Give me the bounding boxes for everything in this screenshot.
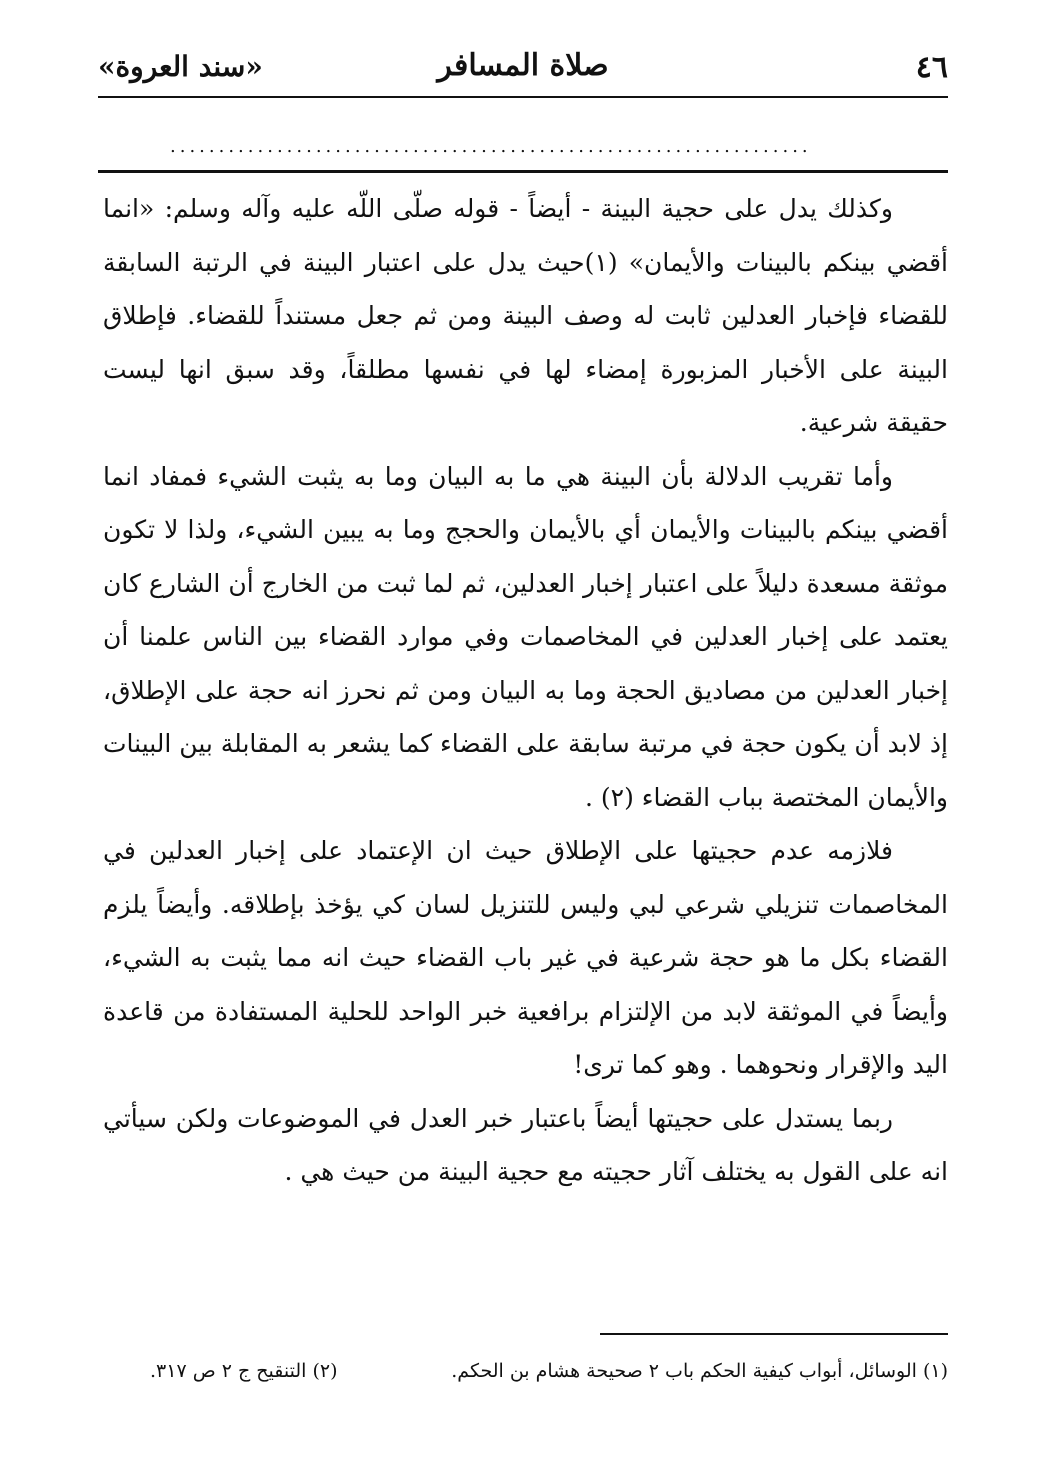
- footnote-1: (١) الوسائل، أبواب كيفية الحكم باب ٢ صحيحة هشام بن الحكم.: [451, 1360, 948, 1382]
- main-text: [103, 182, 948, 1199]
- ellipsis-line: ..................................................................: [170, 136, 812, 157]
- book-title: «سند العروة»: [98, 50, 263, 83]
- paragraph-3: فلازمه عدم حجيتها على الإطلاق حيث ان الإعتماد على إخبار العدلين في المخاصمات تنزيلي شرعي لبي وليس للتنزيل لسان كي يؤخذ بإطلاقه. وأيضاً يلزم القضاء بكل ما هو حجة شرعية في غير باب القضاء حيث انه مما يثبت به الشيء، وأيضاً في الموثقة لابد من الإلتزام برافعية خبر الواحد للحلية المستفادة من قاعدة اليد والإقرار ونحوهما . وهو كما ترى!: [103, 836, 948, 1079]
- page-number: ٤٦: [915, 50, 948, 85]
- section-title: صلاة المسافر: [437, 48, 609, 83]
- paragraph-1: وكذلك يدل على حجية البينة - أيضاً - قوله صلّى اللّه عليه وآله وسلم: «انما أقضي بينكم بالبينات والأيمان» (١)حيث يدل على اعتبار البينة في الرتبة السابقة للقضاء فإخبار العدلين ثابت له وصف البينة ومن ثم جعل مستنداً للقضاء. فإطلاق البينة على الأخبار المزبورة إمضاء لها في نفسها مطلقاً، وقد سبق انها ليست حقيقة شرعية.: [103, 194, 948, 437]
- paragraph-2: وأما تقريب الدلالة بأن البينة هي ما به البيان وما به يثبت الشيء فمفاد انما أقضي بينكم بالبينات والأيمان أي بالأيمان والحجج وما به يبين الشيء، ولذا لا تكون موثقة مسعدة دليلاً على اعتبار إخبار العدلين، ثم لما ثبت من الخارج أن الشارع كان يعتمد على إخبار العدلين في المخاصمات وفي موارد القضاء بين الناس علمنا أن إخبار العدلين من مصاديق الحجة وما به البيان ومن ثم نحرز انه حجة على الإطلاق، إذ لابد أن يكون حجة في مرتبة سابقة على القضاء كما يشعر به المقابلة بين البينات والأيمان المختصة بباب القضاء (٢) .: [103, 461, 948, 812]
- body-rule: [98, 170, 948, 173]
- footnote-2: (٢) التنقيح ج ٢ ص ٣١٧.: [150, 1360, 338, 1382]
- header-rule: [98, 96, 948, 98]
- page-header: [98, 44, 948, 94]
- footnote-rule: [600, 1333, 948, 1335]
- paragraph-4: ربما يستدل على حجيتها أيضاً باعتبار خبر العدل في الموضوعات ولكن سيأتي انه على القول به يختلف آثار حجيته مع حجية البينة من حيث هي .: [103, 1103, 948, 1186]
